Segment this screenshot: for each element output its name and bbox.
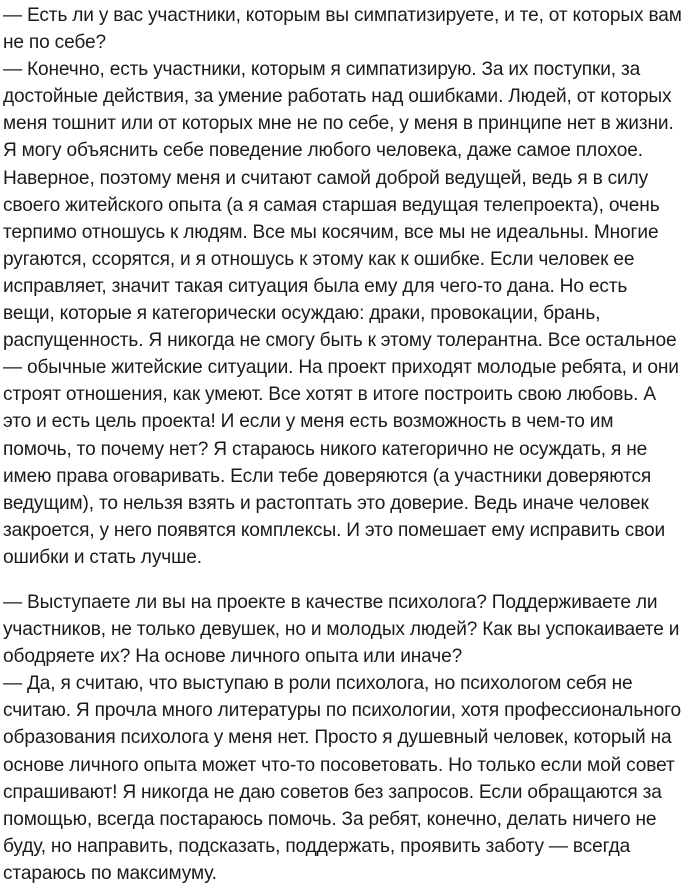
interview-question: — Есть ли у вас участники, которым вы симпатизируете, и те, от которых вам не по себе?: [3, 4, 682, 54]
interview-answer: — Конечно, есть участники, которым я симпатизирую. За их поступки, за достойные действия, за умение работать над ошибками. Людей, от которых меня тошнит или от которых мне не по себе, у меня в принципе нет в жизни. Я могу объяснить себе поведение любого человека, даже самое плохое. Наверное, поэтому меня и считают самой доброй ведущей, ведь я в силу своего житейского опыта (а я самая старшая ведущая телепроекта), очень терпимо отношусь к людям. Все мы косячим, все мы не идеальны. Многие ругаются, ссорятся, и я отношусь к этому как к ошибке. Если человек ее исправляет, значит такая ситуация была ему для чего-то дана. Но есть вещи, которые я категорически осуждаю: драки, провокации, брань, распущенность. Я никогда не смогу быть к этому толерантна. Все остальное — обычные житейские ситуации. На проект приходят молодые ребята, и они строят отношения, как умеют. Все хотят в итоге построить свою любовь. А это и есть цель проекта! И если у меня есть возможность в чем-то им помочь, то почему нет? Я стараюсь никого категорично не осуждать, я не имею права оговаривать. Если тебе доверяются (а участники доверяются ведущим), то нельзя взять и растоптать это доверие. Ведь иначе человек закроется, у него появятся комплексы. И это помешает ему исправить свои ошибки и стать лучше.: [3, 58, 679, 568]
interview-answer: — Да, я считаю, что выступаю в роли психолога, но психологом себя не считаю. Я прочла много литературы по психологии, хотя профессионального образования психолога у меня нет. Просто я душевный человек, который на основе личного опыта может что-то посоветовать. Но только если мой совет спрашивают! Я никогда не даю советов без запросов. Если обращаются за помощью, всегда постараюсь помочь. За ребят, конечно, делать ничего не буду, но направить, подсказать, поддержать, проявить заботу — всегда стараюсь по максимуму.: [3, 672, 682, 884]
qa-block-1: [3, 2, 693, 571]
qa-block-2: [3, 589, 693, 887]
interview-question: — Выступаете ли вы на проекте в качестве психолога? Поддерживаете ли участников, не только девушек, но и молодых людей? Как вы успокаиваете и ободряете их? На основе личного опыта или иначе?: [3, 590, 680, 668]
